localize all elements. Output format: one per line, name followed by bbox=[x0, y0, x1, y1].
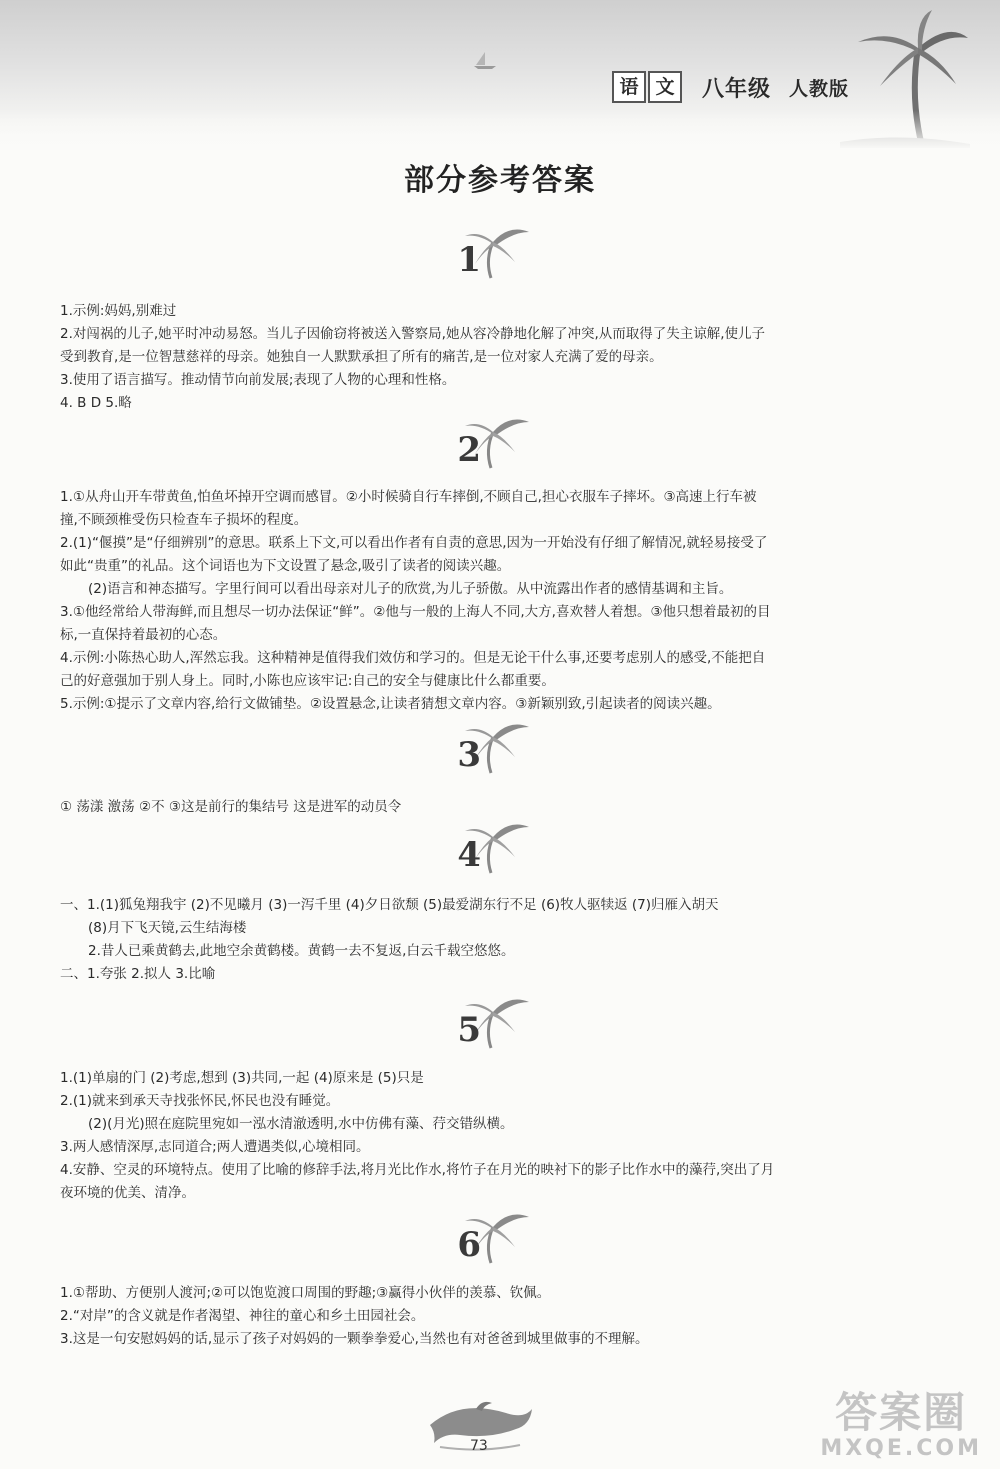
answer-line: (2)(月光)照在庭院里宛如一泓水清澈透明,水中仿佛有藻、荇交错纵横。 bbox=[88, 1116, 514, 1132]
answer-line: 4.示例:小陈热心助人,浑然忘我。这种精神是值得我们效仿和学习的。但是无论干什么事,还要考虑别人的感受,不能把自 bbox=[60, 650, 766, 666]
section-number: 2 bbox=[457, 430, 481, 470]
answer-line: ① 荡漾 激荡 ②不 ③这是前行的集结号 这是进军的动员令 bbox=[60, 799, 402, 815]
sailboat-icon bbox=[470, 50, 500, 70]
section-4-answers bbox=[60, 894, 940, 986]
section-marker-3 bbox=[445, 715, 535, 775]
answer-line: 1.①从舟山开车带黄鱼,怕鱼坏掉开空调而感冒。②小时候骑自行车摔倒,不顾自己,担心衣服车子摔坏。③高速上行车被 bbox=[60, 489, 757, 505]
subject-char-1: 语 bbox=[612, 71, 646, 103]
answer-line: (2)语言和神态描写。字里行间可以看出母亲对儿子的欣赏,为儿子骄傲。从中流露出作者的感情基调和主旨。 bbox=[88, 581, 733, 597]
section-marker-6 bbox=[445, 1205, 535, 1265]
answer-line: 3.①他经常给人带海鲜,而且想尽一切办法保证“鲜”。②他与一般的上海人不同,大方,喜欢替人着想。③他只想着最初的目 bbox=[60, 604, 771, 620]
answer-line: 受到教育,是一位智慧慈祥的母亲。她独自一人默默承担了所有的痛苦,是一位对家人充满了爱的母亲。 bbox=[60, 349, 663, 365]
section-number: 3 bbox=[457, 735, 481, 775]
answer-line: 1.(1)单扇的门 (2)考虑,想到 (3)共同,一起 (4)原来是 (5)只是 bbox=[60, 1070, 424, 1086]
answer-line: 一、1.(1)狐兔翔我宇 (2)不见曦月 (3)一泻千里 (4)夕日欲颓 (5)最爱湖东行不足 (6)牧人驱犊返 (7)归雁入胡天 bbox=[60, 897, 719, 913]
answer-line: 1.示例:妈妈,别难过 bbox=[60, 303, 177, 319]
answer-line: 2.昔人已乘黄鹤去,此地空余黄鹤楼。黄鹤一去不复返,白云千载空悠悠。 bbox=[88, 943, 515, 959]
palm-tree-icon bbox=[840, 8, 970, 148]
answer-line: 2.(1)就来到承天寺找张怀民,怀民也没有睡觉。 bbox=[60, 1093, 340, 1109]
section-number: 1 bbox=[457, 240, 481, 280]
section-1-answers bbox=[60, 300, 940, 415]
section-6-answers bbox=[60, 1282, 940, 1351]
answer-line: 2.对闯祸的儿子,她平时冲动易怒。当儿子因偷窃将被送入警察局,她从容冷静地化解了冲突,从而取得了失主谅解,使儿子 bbox=[60, 326, 766, 342]
answer-line: 标,一直保持着最初的心态。 bbox=[60, 627, 227, 643]
section-marker-5 bbox=[445, 990, 535, 1050]
edition-label: 人教版 bbox=[789, 77, 850, 100]
answer-line: 4. B D 5.略 bbox=[60, 395, 132, 411]
book-label bbox=[612, 70, 849, 104]
section-5-answers bbox=[60, 1067, 940, 1205]
header-banner bbox=[0, 0, 1000, 150]
watermark-url: MXQE.COM bbox=[820, 1436, 982, 1461]
section-marker-1 bbox=[445, 220, 535, 280]
answer-line: 4.安静、空灵的环境特点。使用了比喻的修辞手法,将月光比作水,将竹子在月光的映衬下的影子比作水中的藻荇,突出了月 bbox=[60, 1162, 775, 1178]
answer-line: 3.两人感情深厚,志同道合;两人遭遇类似,心境相同。 bbox=[60, 1139, 370, 1155]
watermark-logo: 答案圈 bbox=[835, 1388, 968, 1437]
answer-line: 如此“贵重”的礼品。这个词语也为下文设置了悬念,吸引了读者的阅读兴趣。 bbox=[60, 558, 511, 574]
answer-line: 撞,不顾颈椎受伤只检查车子损坏的程度。 bbox=[60, 512, 308, 528]
answer-line: 二、1.夸张 2.拟人 3.比喻 bbox=[60, 966, 216, 982]
page-title: 部分参考答案 bbox=[404, 163, 596, 198]
answer-line: 己的好意强加于别人身上。同时,小陈也应该牢记:自己的安全与健康比什么都重要。 bbox=[60, 673, 555, 689]
answer-line: 2.“对岸”的含义就是作者渴望、神往的童心和乡土田园社会。 bbox=[60, 1308, 425, 1324]
watermark bbox=[820, 1390, 982, 1461]
answer-line: (8)月下飞天镜,云生结海楼 bbox=[88, 920, 247, 936]
section-number: 4 bbox=[457, 835, 481, 875]
answer-line: 夜环境的优美、清净。 bbox=[60, 1185, 195, 1201]
section-number: 6 bbox=[457, 1225, 481, 1265]
answer-line: 2.(1)“偃摸”是“仔细辨别”的意思。联系上下文,可以看出作者有自责的意思,因为一开始没有仔细了解情况,就轻易接受了 bbox=[60, 535, 768, 551]
section-marker-2 bbox=[445, 410, 535, 470]
subject-char-2: 文 bbox=[648, 71, 682, 103]
answer-line: 3.使用了语言描写。推动情节向前发展;表现了人物的心理和性格。 bbox=[60, 372, 456, 388]
section-number: 5 bbox=[457, 1010, 481, 1050]
answer-line: 5.示例:①提示了文章内容,给行文做铺垫。②设置悬念,让读者猜想文章内容。③新颖别致,引起读者的阅读兴趣。 bbox=[60, 696, 721, 712]
page-number: 73 bbox=[470, 1438, 488, 1454]
answer-line: 1.①帮助、方便别人渡河;②可以饱览渡口周围的野趣;③赢得小伙伴的羡慕、钦佩。 bbox=[60, 1285, 551, 1301]
section-marker-4 bbox=[445, 815, 535, 875]
answer-line: 3.这是一句安慰妈妈的话,显示了孩子对妈妈的一颗拳拳爱心,当然也有对爸爸到城里做事的不理解。 bbox=[60, 1331, 649, 1347]
section-2-answers bbox=[60, 486, 940, 716]
grade-label: 八年级 bbox=[702, 75, 772, 102]
